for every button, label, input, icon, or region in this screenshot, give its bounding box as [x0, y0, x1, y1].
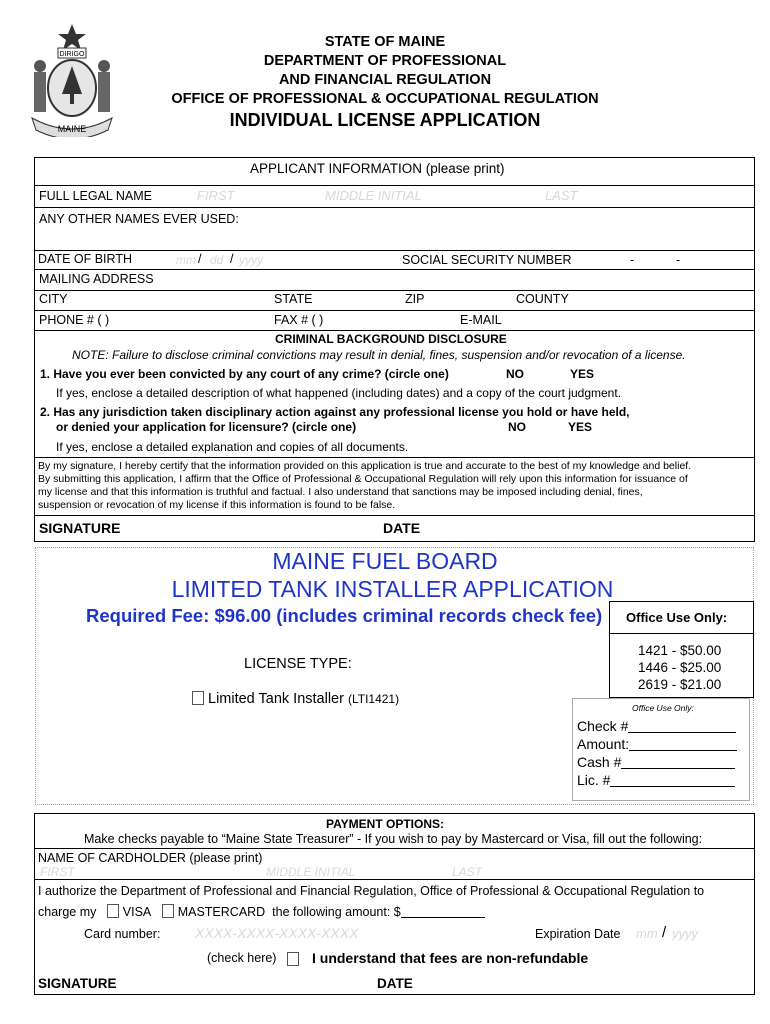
check-number-label: Check #: [577, 718, 629, 734]
ssn-dash-2: -: [676, 253, 681, 267]
date-label: DATE: [383, 520, 421, 536]
ssn-label: SOCIAL SECURITY NUMBER: [402, 253, 572, 267]
other-names-label: ANY OTHER NAMES EVER USED:: [39, 212, 239, 226]
certification-line-4: suspension or revocation of my license if this information is found to be false.: [38, 499, 396, 511]
license-number-field[interactable]: [610, 772, 735, 787]
certification-line-2: By submitting this application, I affirm that the Office of Professional & Occupational Regulation will rely upon this information for issuance of: [38, 473, 688, 485]
header-line-3: AND FINANCIAL REGULATION: [278, 72, 492, 88]
page-title: INDIVIDUAL LICENSE APPLICATION: [229, 110, 541, 130]
q2-no-option[interactable]: NO: [508, 420, 526, 434]
license-number-row: [577, 772, 735, 788]
dob-day-field[interactable]: dd: [210, 253, 224, 267]
amount-text: the following amount: $: [272, 905, 401, 919]
checkbox-icon[interactable]: [287, 952, 299, 966]
license-number-label: Lic. #: [577, 772, 611, 788]
ssn-dash-1: -: [630, 253, 635, 267]
required-fee: Required Fee: $96.00 (includes criminal records check fee): [86, 605, 603, 626]
header-line-2: DEPARTMENT OF PROFESSIONAL: [263, 53, 507, 69]
q1-yes-option[interactable]: YES: [570, 367, 595, 381]
check-number-row: [577, 718, 736, 734]
signature-field[interactable]: [130, 518, 370, 538]
cardholder-label: NAME OF CARDHOLDER (please print): [38, 851, 263, 865]
criminal-section-title: CRIMINAL BACKGROUND DISCLOSURE: [275, 332, 507, 346]
check-number-field[interactable]: [628, 718, 736, 733]
zip-label: ZIP: [405, 292, 425, 306]
certification-line-1: By my signature, I hereby certify that the information provided on this application is true and accurate to the best of my knowledge and belief.: [38, 460, 692, 472]
signature-label: SIGNATURE: [39, 520, 121, 536]
payment-signature-label: SIGNATURE: [38, 976, 117, 991]
dob-label: DATE OF BIRTH: [38, 252, 132, 266]
office-use-title: Office Use Only:: [626, 610, 728, 625]
last-name-field[interactable]: LAST: [545, 188, 578, 203]
full-name-label: FULL LEGAL NAME: [39, 189, 153, 203]
fee-code-1: 1421 - $50.00: [638, 643, 722, 658]
check-here-label: (check here): [207, 951, 277, 965]
header-line-1: STATE OF MAINE: [324, 34, 446, 50]
fee-code-2: 1446 - $25.00: [638, 660, 722, 675]
payment-title: PAYMENT OPTIONS:: [325, 817, 444, 831]
criminal-note: NOTE: Failure to disclose criminal convictions may result in denial, fines, suspension and/or revocation of a license.: [72, 348, 686, 362]
visa-checkbox[interactable]: [107, 904, 119, 918]
mastercard-label: MASTERCARD: [177, 905, 266, 919]
charge-my-label: charge my: [38, 905, 97, 919]
mastercard-checkbox[interactable]: [162, 904, 174, 918]
card-number-field[interactable]: XXXX-XXXX-XXXX-XXXX: [195, 925, 359, 941]
payment-date-label: DATE: [377, 976, 413, 991]
cash-label: Cash #: [577, 754, 622, 770]
dob-slash-1: /: [198, 252, 202, 266]
amount-row: [577, 736, 737, 752]
expiration-label: Expiration Date: [535, 927, 621, 941]
amount-field[interactable]: [629, 736, 737, 751]
dob-slash-2: /: [230, 252, 234, 266]
header-line-4: OFFICE OF PROFESSIONAL & OCCUPATIONAL REGULATION: [171, 91, 599, 107]
county-label: COUNTY: [516, 292, 569, 306]
seal-banner: MAINE: [57, 124, 87, 134]
visa-label: VISA: [122, 905, 152, 919]
expiration-year-field[interactable]: yyyy: [672, 926, 698, 941]
certification-line-3: my license and that this information is truthful and factual. I also understand that sanctions may be imposed including denial, fines,: [38, 486, 643, 498]
dob-year-field[interactable]: yyyy: [239, 253, 263, 267]
charge-row: [38, 903, 485, 919]
q2-followup: If yes, enclose a detailed explanation and copies of all documents.: [56, 440, 409, 454]
expiration-month-field[interactable]: mm: [636, 926, 658, 941]
q1-followup: If yes, enclose a detailed description of what happened (including dates) and a copy of the court judgment.: [56, 386, 622, 400]
nonrefundable-checkbox[interactable]: [287, 952, 303, 967]
email-label: E-MAIL: [460, 313, 502, 327]
q1-no-option[interactable]: NO: [506, 367, 524, 381]
dob-month-field[interactable]: mm: [176, 253, 196, 267]
cardholder-first-field[interactable]: FIRST: [40, 865, 75, 879]
cardholder-last-field[interactable]: LAST: [452, 865, 483, 879]
amount-label: Amount:: [577, 736, 630, 752]
maine-state-seal: [26, 22, 118, 137]
limited-tank-installer-option[interactable]: [192, 691, 399, 707]
phone-label: PHONE # ( ): [39, 313, 110, 327]
question-2-line-2: or denied your application for licensure? (circle one): [56, 420, 357, 434]
checkbox-icon[interactable]: [192, 691, 204, 705]
cash-field[interactable]: [621, 754, 735, 769]
option-code: (LTI1421): [347, 692, 400, 706]
state-label: STATE: [274, 292, 313, 306]
fee-code-3: 2619 - $21.00: [638, 677, 722, 692]
license-type-label: LICENSE TYPE:: [244, 656, 352, 672]
question-2-line-1: 2. Has any jurisdiction taken disciplinary action against any professional license you hold or have held,: [40, 405, 630, 419]
payment-signature-field[interactable]: [130, 974, 360, 992]
option-label: Limited Tank Installer: [208, 691, 344, 707]
fuel-board-title: MAINE FUEL BOARD: [272, 548, 498, 574]
expiration-slash: /: [662, 924, 667, 941]
mailing-address-label: MAILING ADDRESS: [39, 272, 154, 286]
city-label: CITY: [39, 292, 68, 306]
cardholder-middle-field[interactable]: MIDDLE INITIAL: [266, 865, 356, 879]
fax-label: FAX # ( ): [274, 313, 324, 327]
applicant-section-title: APPLICANT INFORMATION (please print): [250, 161, 505, 176]
payment-instructions: Make checks payable to “Maine State Treasurer” - If you wish to pay by Mastercard or Visa, fill out the following:: [84, 832, 703, 846]
charge-amount-field[interactable]: [401, 903, 485, 918]
seal-motto: DIRIGO: [59, 51, 85, 58]
other-names-field[interactable]: [40, 230, 740, 248]
q2-yes-option[interactable]: YES: [568, 420, 593, 434]
nonrefundable-text: I understand that fees are non-refundable: [312, 950, 589, 966]
office-use-small-title: Office Use Only:: [632, 703, 694, 713]
first-name-field[interactable]: FIRST: [197, 188, 235, 203]
cash-row: [577, 754, 735, 770]
question-1: 1. Have you ever been convicted by any court of any crime? (circle one): [40, 367, 449, 381]
middle-initial-field[interactable]: MIDDLE INITIAL: [325, 188, 422, 203]
authorize-text: I authorize the Department of Professional and Financial Regulation, Office of Professional & Occupational Regulation to: [38, 884, 705, 898]
card-number-label: Card number:: [84, 927, 161, 941]
application-title: LIMITED TANK INSTALLER APPLICATION: [171, 576, 614, 602]
